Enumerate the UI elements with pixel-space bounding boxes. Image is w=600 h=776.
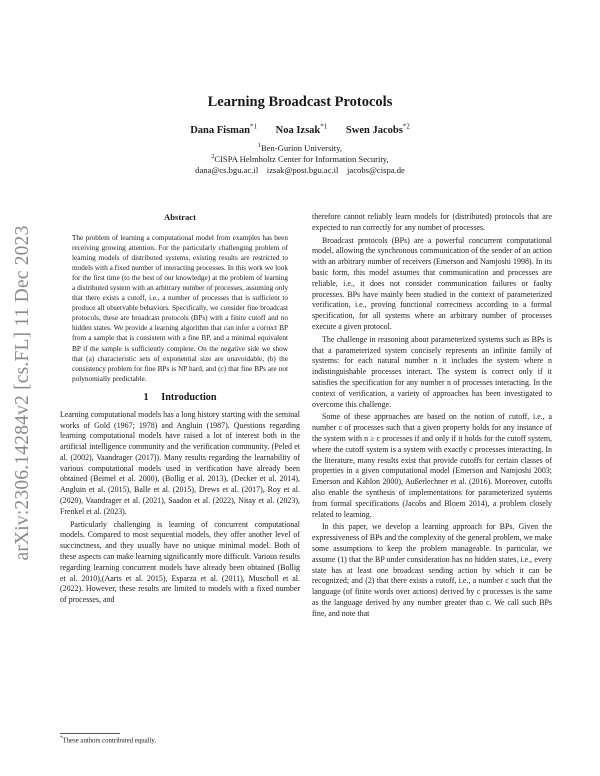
footnote-rule — [60, 733, 120, 734]
body-paragraph: Some of these approaches are based on the notion of cutoff, i.e., a number c of processes such that a given property holds for any instance of the system with n ≥ c processes if and only if it holds for the cutoff system, where the cutoff system is a system with exactly c processes interacting. In the literature, many results exist that provide cutoffs for certain classes of properties in a given computational model (Emerson and Namjoshi 2003; Emerson and Kahlon 2000), Außerlechner et al. (2016). Moreover, cutoffs also enable the synthesis of implementations for parameterized systems from formal specifications (Jacobs and Bloem 2014), a problem closely related to learning. — [312, 412, 552, 519]
intro-paragraph: Particularly challenging is learning of concurrent computational models. Compared to most sequential models, they offer another level of succinctness, and they usually have no unique minimal model. Both of these aspects can make learning significantly more difficult. Various results regarding learning concurrent models have already been obtained (Bollig et al. 2010),(Aarts et al. 2015), Esparza et al. (2011), Muscholl et al. (2022). However, these results are limited to models with a fixed number of processes, and — [60, 519, 300, 605]
arxiv-identifier: arXiv:2306.14284v2 [cs.FL] 11 Dec 2023 — [12, 225, 33, 561]
body-paragraph: therefore cannot reliably learn models for (distributed) protocols that are expected to run correctly for any number of processes. — [312, 212, 552, 232]
author: Dana Fisman$^{*1}$ — [190, 122, 258, 136]
right-column — [312, 212, 552, 619]
body-paragraph: The challenge in reasoning about parameterized systems such as BPs is that a parameterized system concisely represents an infinite family of systems: for each natural number n it includes the system where n indistinguishable processes interact. The system is correct only if it satisfies the specification for any number n of processes interacting. In the context of verification, a variety of approaches has been investigated to overcome this challenge. — [312, 334, 552, 409]
intro-paragraph: Learning computational models has a long history starting with the seminal works of Gold (1967; 1978) and Angluin (1987). Questions regarding learning computational models have raised a lot of interest both in the artificial intelligence community and the verification community. (Peled et al. (2002), Vaandrager (2017)). Many results regarding the learnability of various computational models used in verification have already been obtained (Beimel et al. 2000), (Bollig et al. 2013), (Decker et al. 2014), Angluin et al. (2015), Balle et al. (2015), Drews et al. (2017), Roy et al. (2020), Vaandrager et al. (2021), Saadon et al. (2022), Nitay et al. (2023), Frenkel et al. (2023). — [60, 409, 300, 516]
author-list — [0, 122, 600, 136]
arxiv-sidebar — [6, 178, 40, 608]
affiliation-2: $^2$CISPA Helmholtz Center for Information Security, — [211, 154, 389, 164]
abstract-heading: Abstract — [164, 212, 196, 222]
body-paragraph: In this paper, we develop a learning approach for BPs. Given the expressiveness of BPs and the complexity of the general problem, we make some assumptions to keep the problem manageable. In particular, we assume (1) that the BP under consideration has no hidden states, i.e., every state has at least one broadcast sending action by which it can be recognized; and (2) that there exists a cutoff, i.e., a number c such that the language (of finite words over actions) derived by c processes is the same as the language derived by any number greater than c. We call such BPs fine, and note that — [312, 522, 552, 618]
author: Swen Jacobs$^{*2}$ — [345, 122, 410, 136]
affiliation-1: $^1$Ben-Gurion University, — [257, 143, 343, 153]
author-emails: dana@cs.bgu.ac.il izsak@post.bgu.ac.il jacobs@cispa.de — [195, 165, 405, 175]
body-paragraph: Broadcast protocols (BPs) are a powerful concurrent computational model, allowing the synchronous communication of the sender of an action with an arbitrary number of receivers (Emerson and Namjoshi 1998). In its basic form, this model assumes that communication and processes are reliable, i.e., it does not consider communication failures or faulty processes. BPs have mainly been studied in the context of parameterized verification, i.e., proving functional correctness according to a formal specification, for all systems where an arbitrary number of processes execute a given protocol. — [312, 235, 552, 331]
paper-title: Learning Broadcast Protocols — [207, 94, 393, 110]
author: Noa Izsak$^{*1}$ — [275, 122, 328, 136]
footnote: *These authors contributed equally. — [60, 736, 157, 745]
section-heading-introduction: 1 Introduction — [143, 391, 217, 403]
abstract-text: The problem of learning a computational model from examples has been receiving growing attention. For the particularly challenging problem of learning models of distributed systems, existing results are restricted to models with a fixed number of interacting processes. In this work we look for the first time (to the best of our knowledge) at the problem of learning a distributed system with an arbitrary number of processes, assuming only that there exists a cutoff, i.e., a number of processes that is sufficient to produce all observable behaviors. Specifically, we consider fine broadcast protocols, these are broadcast protocols (BPs) with a finite cutoff and no hidden states. We provide a learning algorithm that can infer a correct BP from a sample that is consistent with a fine BP, and a minimal equivalent BP if the sample is sufficiently complete. On the negative side we show that (a) characteristic sets of exponential size are unavoidable, (b) the consistency problem for fine BPs is NP hard, and (c) that fine BPs are not polynomially predictable. — [72, 234, 288, 383]
left-column — [60, 212, 300, 606]
